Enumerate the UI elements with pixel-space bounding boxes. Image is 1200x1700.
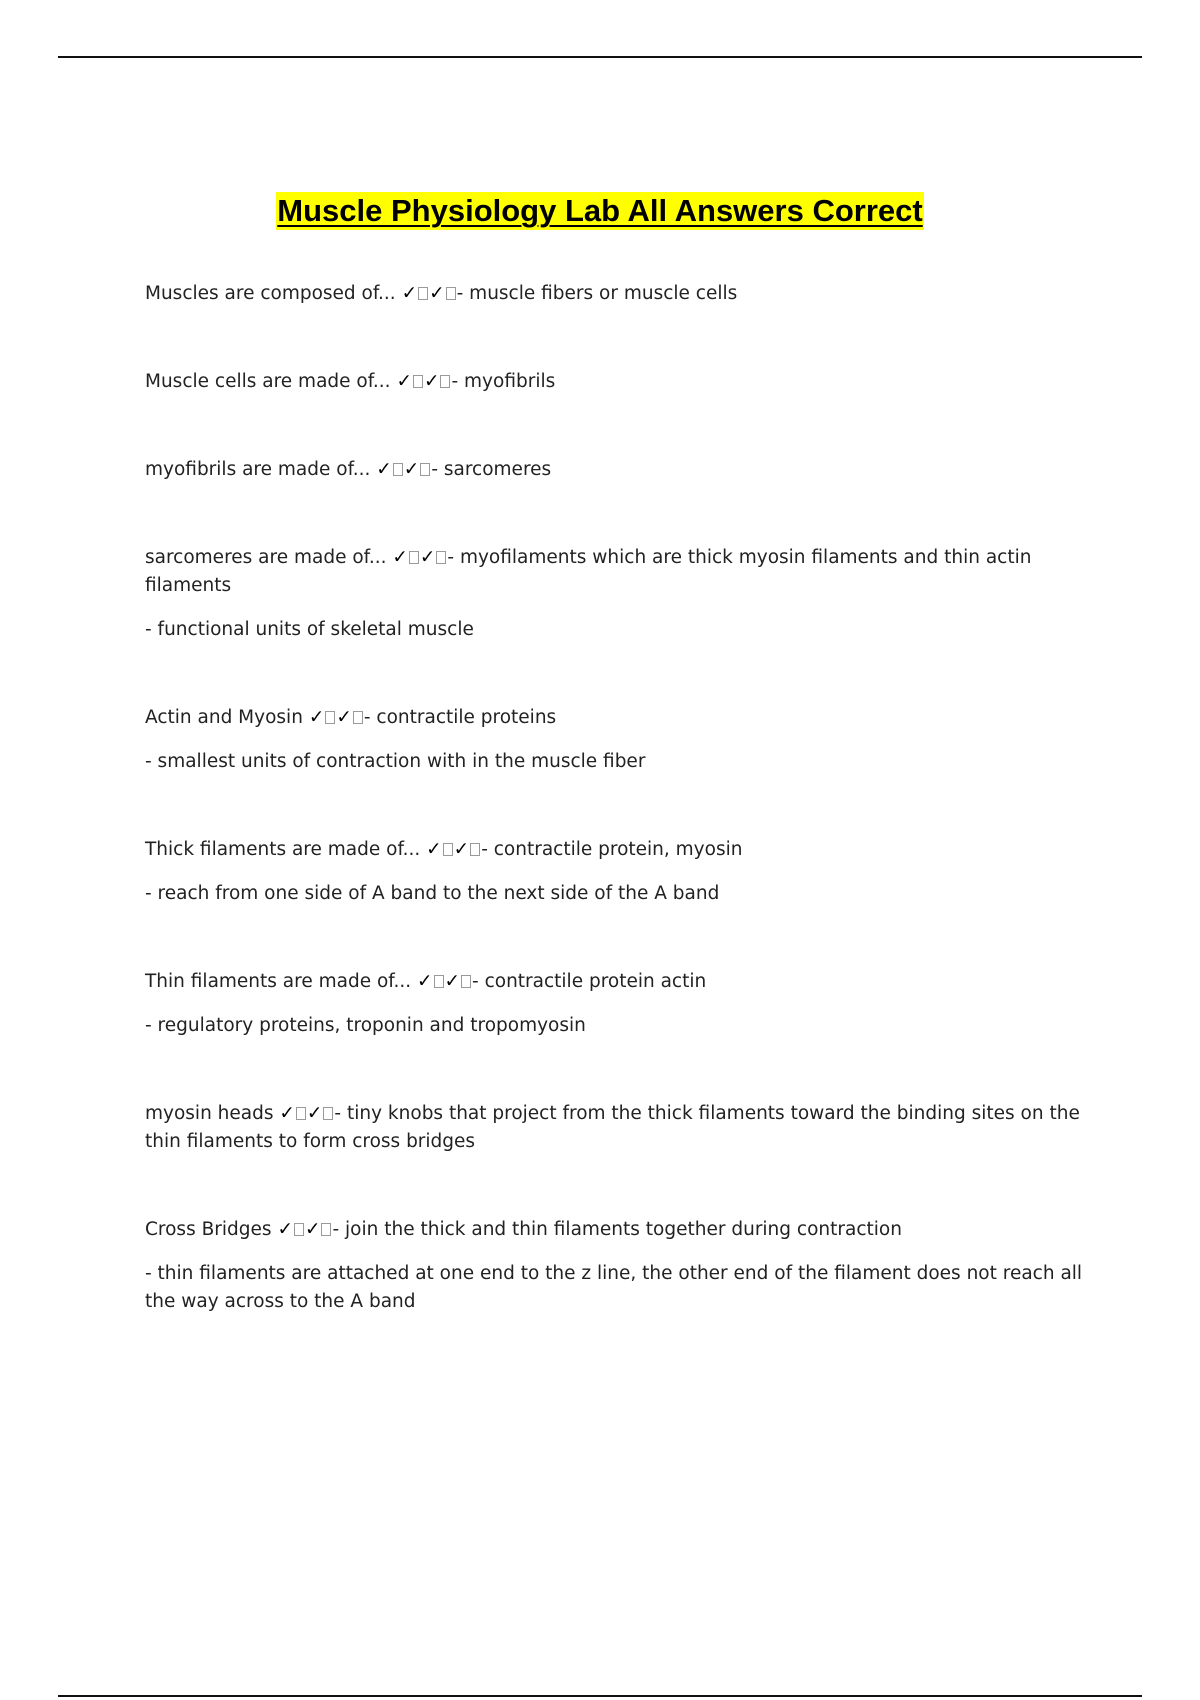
- check-icon: ✓: [279, 1103, 295, 1124]
- missing-glyph-icon: [409, 551, 419, 564]
- answer-text: contractile proteins: [376, 707, 557, 728]
- question-term: myosin heads: [145, 1103, 274, 1124]
- missing-glyph-icon: [461, 975, 471, 988]
- dash: -: [481, 839, 494, 860]
- qa-line: [145, 280, 1095, 308]
- answer-separator: [402, 283, 470, 304]
- answer-separator: [309, 707, 377, 728]
- answer-separator: [426, 839, 494, 860]
- qa-entry: [145, 836, 1095, 908]
- qa-line: [145, 1216, 1095, 1244]
- answer-separator: [376, 459, 444, 480]
- qa-entry: [145, 280, 1095, 308]
- answer-text: tiny knobs that project from the thick filaments toward the binding sites on the thin filaments to form cross bridges: [145, 1103, 1080, 1152]
- check-icon: ✓: [376, 459, 392, 480]
- answer-text: contractile protein, myosin: [493, 839, 743, 860]
- answer-text: myofilaments which are thick myosin filaments and thin actin filaments: [145, 547, 1032, 596]
- missing-glyph-icon: [434, 975, 444, 988]
- qa-line: [145, 968, 1095, 996]
- question-term: Thin filaments are made of...: [145, 971, 412, 992]
- qa-line: [145, 368, 1095, 396]
- dash: -: [451, 371, 465, 392]
- missing-glyph-icon: [294, 1223, 304, 1236]
- missing-glyph-icon: [353, 711, 363, 724]
- title-container: [0, 192, 1200, 230]
- qa-line: [145, 704, 1095, 732]
- qa-entry: [145, 704, 1095, 776]
- question-term: Cross Bridges: [145, 1219, 272, 1240]
- missing-glyph-icon: [436, 551, 446, 564]
- answer-separator: [277, 1219, 345, 1240]
- answer-separator: [417, 971, 485, 992]
- check-icon: ✓: [401, 283, 418, 304]
- dash: -: [332, 1219, 346, 1240]
- answer-note: - smallest units of contraction with in the muscle fiber: [145, 751, 646, 772]
- dash: -: [334, 1103, 347, 1124]
- check-icon: ✓: [453, 839, 470, 860]
- qa-list: [145, 280, 1095, 1316]
- qa-line: [145, 456, 1095, 484]
- check-icon: ✓: [419, 547, 436, 568]
- missing-glyph-icon: [393, 463, 403, 476]
- answer-separator: [392, 547, 460, 568]
- answer-note: - reach from one side of A band to the next side of the A band: [145, 883, 720, 904]
- missing-glyph-icon: [440, 375, 450, 388]
- check-icon: ✓: [416, 971, 433, 992]
- qa-entry: [145, 968, 1095, 1040]
- page-title: Muscle Physiology Lab All Answers Correct: [277, 193, 923, 228]
- check-icon: ✓: [429, 283, 445, 304]
- question-term: myofibrils are made of...: [145, 459, 371, 480]
- answer-text: sarcomeres: [443, 459, 552, 480]
- qa-entry: [145, 368, 1095, 396]
- dash: -: [456, 283, 470, 304]
- header-rule: [58, 56, 1142, 58]
- dash: -: [363, 707, 377, 728]
- missing-glyph-icon: [321, 1223, 331, 1236]
- check-icon: ✓: [336, 707, 352, 728]
- missing-glyph-icon: [325, 711, 335, 724]
- qa-entry: [145, 456, 1095, 484]
- qa-line: [145, 836, 1095, 864]
- check-icon: ✓: [426, 839, 442, 860]
- answer-text: join the thick and thin filaments together during contraction: [345, 1219, 902, 1240]
- dash: -: [431, 459, 444, 480]
- answer-note: - thin filaments are attached at one end to the z line, the other end of the filament does not reach all the way across to the A band: [145, 1263, 1083, 1312]
- qa-line: [145, 1100, 1095, 1156]
- check-icon: ✓: [423, 371, 440, 392]
- answer-text: contractile protein actin: [484, 971, 707, 992]
- missing-glyph-icon: [443, 843, 453, 856]
- question-term: sarcomeres are made of...: [145, 547, 387, 568]
- check-icon: ✓: [304, 1219, 321, 1240]
- missing-glyph-icon: [323, 1107, 333, 1120]
- missing-glyph-icon: [296, 1107, 306, 1120]
- qa-entry: [145, 1100, 1095, 1156]
- dash: -: [447, 547, 460, 568]
- footer-rule: [58, 1695, 1142, 1697]
- answer-note: - regulatory proteins, troponin and tropomyosin: [145, 1015, 586, 1036]
- check-icon: ✓: [392, 547, 408, 568]
- answer-text: muscle fibers or muscle cells: [469, 283, 738, 304]
- question-term: Muscles are composed of...: [145, 283, 396, 304]
- missing-glyph-icon: [420, 463, 430, 476]
- question-term: Actin and Myosin: [145, 707, 303, 728]
- check-icon: ✓: [306, 1103, 323, 1124]
- check-icon: ✓: [308, 707, 325, 728]
- check-icon: ✓: [444, 971, 461, 992]
- qa-entry: [145, 544, 1095, 644]
- check-icon: ✓: [396, 371, 412, 392]
- missing-glyph-icon: [470, 843, 480, 856]
- answer-separator: [396, 371, 464, 392]
- answer-text: myofibrils: [464, 371, 556, 392]
- check-icon: ✓: [403, 459, 420, 480]
- missing-glyph-icon: [446, 287, 456, 300]
- answer-separator: [279, 1103, 347, 1124]
- missing-glyph-icon: [418, 287, 428, 300]
- qa-entry: [145, 1216, 1095, 1316]
- question-term: Thick filaments are made of...: [145, 839, 421, 860]
- qa-line: [145, 544, 1095, 600]
- check-icon: ✓: [277, 1219, 293, 1240]
- answer-note: - functional units of skeletal muscle: [145, 619, 474, 640]
- question-term: Muscle cells are made of...: [145, 371, 391, 392]
- dash: -: [472, 971, 485, 992]
- missing-glyph-icon: [413, 375, 423, 388]
